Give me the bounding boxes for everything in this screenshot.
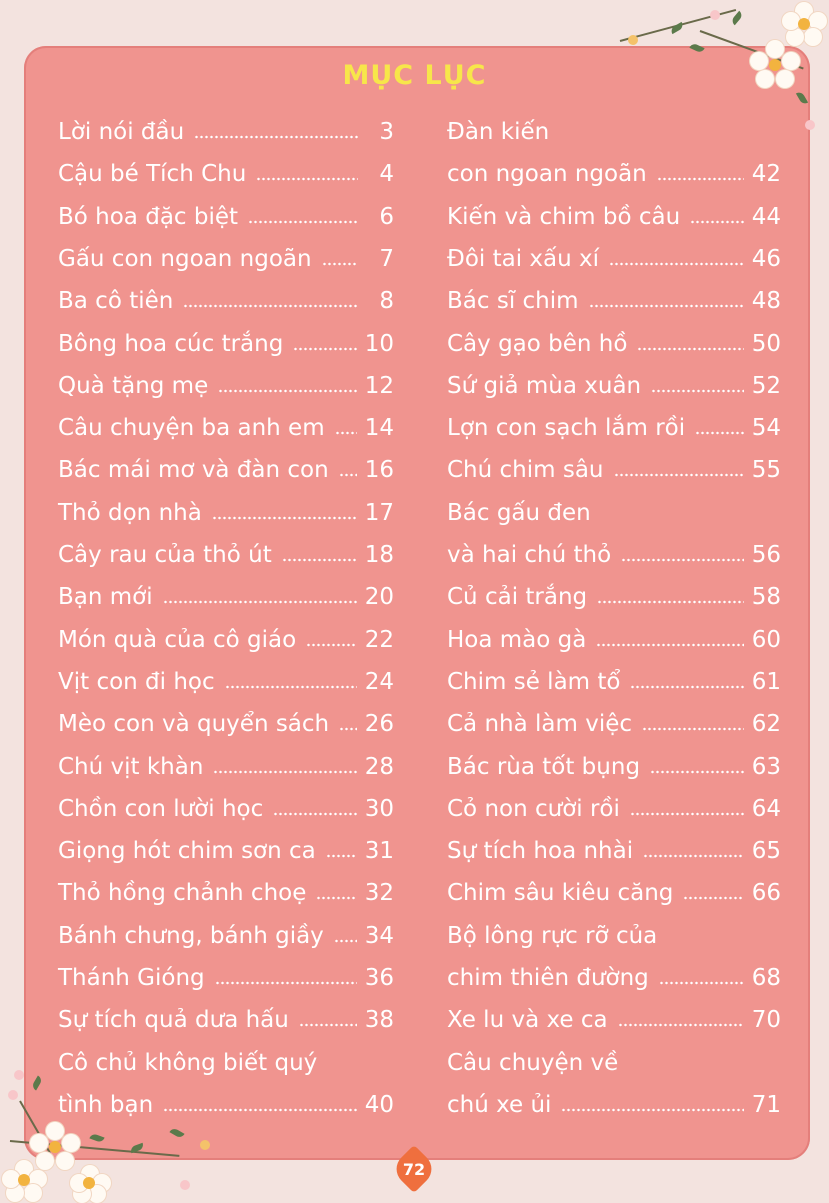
toc-entry-title: Lời nói đầu [58, 119, 185, 145]
toc-entry [447, 1048, 781, 1078]
toc-entry-page: 28 [364, 753, 394, 780]
toc-entry-title: Cậu bé Tích Chu [58, 161, 247, 188]
toc-entry-page: 34 [364, 922, 394, 949]
toc-entry-page: 18 [364, 542, 394, 568]
toc-entry-title: Sự tích hoa nhài [447, 838, 634, 865]
toc-entry-page: 60 [751, 626, 781, 653]
toc-entry [447, 667, 781, 697]
dot-leader [335, 430, 357, 436]
flower-icon [2, 1160, 46, 1200]
dot-leader [293, 346, 356, 352]
toc-entry-title: Kiến và chim bồ câu [447, 203, 681, 230]
toc-entry-title: chim thiên đường [447, 965, 649, 991]
toc-entry-title: Xe lu và xe ca [447, 1007, 608, 1034]
toc-entry [447, 244, 781, 274]
toc-entry-page: 14 [364, 415, 394, 442]
dot-leader [637, 346, 743, 352]
toc-entry-page: 46 [751, 245, 781, 272]
page-title: MỤC LỤC [342, 60, 487, 91]
toc-entry [58, 244, 394, 274]
toc-entry-title: Chú chim sâu [447, 457, 604, 484]
toc-entry [447, 202, 781, 232]
toc-entry-page: 71 [751, 1091, 781, 1118]
toc-entry-page: 16 [364, 457, 394, 484]
dot-leader [621, 557, 744, 563]
toc-entry-page: 66 [751, 880, 781, 907]
toc-entry-page: 70 [751, 1007, 781, 1034]
toc-entry-page: 44 [751, 203, 781, 230]
toc-entry-page: 42 [751, 161, 781, 188]
page-number: 72 [402, 1160, 426, 1179]
dot-leader [212, 515, 357, 521]
dot-leader [651, 388, 744, 394]
toc-entry [58, 117, 394, 147]
toc-entry-page: 50 [751, 330, 781, 357]
dot-leader [183, 303, 358, 309]
toc-entry-title: Sứ giả mùa xuân [447, 372, 642, 399]
toc-entry-page: 58 [751, 584, 781, 611]
toc-entry [447, 1090, 781, 1120]
toc-entry-page: 10 [364, 330, 394, 357]
toc-entry-title: Bánh chưng, bánh giầy [58, 922, 324, 949]
toc-entry [447, 625, 781, 655]
dot-leader [163, 599, 357, 605]
toc-entry-page: 36 [364, 965, 394, 991]
toc-entry-title: Cả nhà làm việc [447, 711, 633, 738]
toc-entry-title: Lợn con sạch lắm rồi [447, 415, 686, 442]
toc-entry [447, 159, 781, 189]
toc-entry [58, 1005, 394, 1035]
dot-leader [194, 134, 358, 140]
toc-entry [58, 540, 394, 570]
toc-entry-page: 32 [364, 880, 394, 907]
toc-entry-page: 6 [379, 203, 394, 230]
toc-entry [58, 794, 394, 824]
toc-entry [58, 963, 394, 993]
toc-entry [447, 963, 781, 993]
toc-entry-title: Thánh Gióng [58, 965, 205, 991]
toc-entry-title: Quà tặng mẹ [58, 372, 209, 399]
toc-entry-page: 40 [364, 1091, 394, 1118]
toc-entry-title: Chim sâu kiêu căng [447, 880, 674, 907]
dot-leader [326, 853, 357, 859]
dot-leader [618, 1022, 744, 1028]
toc-entry-page: 64 [751, 795, 781, 822]
toc-entry [58, 836, 394, 866]
toc-entry-page: 56 [751, 542, 781, 568]
dot-leader [306, 642, 357, 648]
dot-leader [561, 1107, 743, 1113]
toc-entry [58, 709, 394, 739]
dot-leader [690, 219, 744, 225]
dot-leader [614, 472, 744, 478]
toc-entry-title: Thỏ hồng chảnh choẹ [58, 880, 307, 907]
toc-entry [58, 159, 394, 189]
toc-entry [58, 752, 394, 782]
toc-entry-title: Cô chủ không biết quý [58, 1049, 318, 1076]
toc-entry-page: 8 [379, 288, 394, 315]
toc-entry [58, 329, 394, 359]
dot-leader [589, 303, 744, 309]
toc-entry-title: Giọng hót chim sơn ca [58, 838, 316, 865]
dot-leader [299, 1022, 357, 1028]
toc-entry [447, 794, 781, 824]
toc-entry-title: Cây rau của thỏ út [58, 542, 272, 568]
toc-entry [447, 709, 781, 739]
flower-icon [70, 1165, 110, 1200]
toc-entry-title: Sự tích quả dưa hấu [58, 1007, 289, 1034]
toc-entry-title: Chồn con lười học [58, 795, 264, 822]
toc-entry-page: 7 [379, 245, 394, 272]
toc-entry-title: chú xe ủi [447, 1091, 552, 1118]
flower-cluster-top-right [610, 0, 829, 140]
toc-entry-page: 22 [364, 626, 394, 653]
toc-entry [58, 498, 394, 528]
toc-entry-title: Gấu con ngoan ngoãn [58, 245, 312, 272]
toc-entry-title: Đàn kiến [447, 119, 550, 145]
toc-entry [58, 202, 394, 232]
toc-entry-page: 30 [364, 795, 394, 822]
toc-entry [447, 455, 781, 485]
toc-entry [58, 371, 394, 401]
toc-entry-title: tình bạn [58, 1091, 154, 1118]
toc-entry-page: 68 [751, 965, 781, 991]
toc-entry-page: 63 [751, 753, 781, 780]
toc-entry-page: 12 [364, 372, 394, 399]
toc-entry [447, 878, 781, 908]
toc-entry-page: 26 [364, 711, 394, 738]
toc-entry-title: Thỏ dọn nhà [58, 499, 202, 526]
toc-entry-title: Cỏ non cười rồi [447, 795, 620, 822]
toc-entry-title: Chim sẻ làm tổ [447, 668, 621, 695]
dot-leader [650, 769, 744, 775]
toc-entry-page: 54 [751, 415, 781, 442]
toc-entry-page: 62 [751, 711, 781, 738]
flower-icon [750, 40, 800, 90]
toc-entry [58, 921, 394, 951]
toc-entry-page: 20 [364, 584, 394, 611]
toc-entry-page: 17 [364, 499, 394, 526]
toc-entry-title: Bác gấu đen [447, 499, 591, 526]
toc-entry-title: Bó hoa đặc biệt [58, 203, 239, 230]
dot-leader [659, 980, 744, 986]
toc-entry [447, 582, 781, 612]
page-number-badge [395, 1150, 433, 1188]
dot-leader [334, 938, 357, 944]
dot-leader [316, 895, 356, 901]
toc-entry-title: Câu chuyện về [447, 1049, 619, 1076]
toc-entry [58, 455, 394, 485]
toc-entry-title: Bác mái mơ và đàn con [58, 457, 329, 484]
flower-cluster-bottom-left [0, 1060, 220, 1200]
toc-entry-title: Cây gạo bên hồ [447, 330, 628, 357]
toc-entry-page: 31 [364, 838, 394, 865]
dot-leader [643, 853, 744, 859]
toc-entry-title: Hoa mào gà [447, 626, 587, 653]
dot-leader [273, 811, 356, 817]
dot-leader [609, 261, 744, 267]
toc-entry [58, 625, 394, 655]
toc-entry [58, 667, 394, 697]
toc-entry [58, 878, 394, 908]
toc-entry-page: 4 [379, 161, 394, 188]
toc-entry-title: Củ cải trắng [447, 584, 588, 611]
toc-entry-page: 48 [751, 288, 781, 315]
toc-entry-title: Bông hoa cúc trắng [58, 330, 284, 357]
toc-entry-title: Bác sĩ chim [447, 288, 579, 315]
dot-leader [630, 684, 743, 690]
toc-entry [447, 413, 781, 443]
dot-leader [282, 557, 357, 563]
dot-leader [339, 472, 357, 478]
dot-leader [339, 726, 357, 732]
dot-leader [215, 980, 357, 986]
toc-entry-title: Ba cô tiên [58, 288, 174, 315]
toc-entry-title: Câu chuyện ba anh em [58, 415, 325, 442]
toc-entry [447, 498, 781, 528]
toc-entry [447, 921, 781, 951]
dot-leader [218, 388, 356, 394]
dot-leader [683, 895, 743, 901]
dot-leader [597, 599, 744, 605]
toc-entry-title: Vịt con đi học [58, 668, 215, 695]
toc-entry-title: Bạn mới [58, 584, 153, 611]
dot-leader [322, 261, 358, 267]
toc-entry [58, 286, 394, 316]
toc-entry [447, 836, 781, 866]
toc-entry-title: và hai chú thỏ [447, 542, 612, 568]
toc-entry-title: Bác rùa tốt bụng [447, 753, 641, 780]
dot-leader [596, 642, 743, 648]
toc-entry-title: Mèo con và quyển sách [58, 711, 330, 738]
toc-entry [58, 582, 394, 612]
dot-leader [695, 430, 744, 436]
toc-entry-page: 24 [364, 668, 394, 695]
toc-entry-title: Chú vịt khàn [58, 753, 204, 780]
toc-entry-page: 3 [379, 119, 394, 145]
dot-leader [248, 219, 358, 225]
toc-entry-title: Bộ lông rực rỡ của [447, 922, 658, 949]
toc-entry [447, 329, 781, 359]
dot-leader [657, 176, 744, 182]
toc-entry [447, 752, 781, 782]
toc-entry [447, 371, 781, 401]
toc-entry [447, 540, 781, 570]
toc-entry-page: 65 [751, 838, 781, 865]
toc-entry [447, 1005, 781, 1035]
dot-leader [630, 811, 744, 817]
toc-entry [58, 413, 394, 443]
toc-entry-title: con ngoan ngoãn [447, 161, 647, 188]
dot-leader [225, 684, 357, 690]
flower-icon [782, 2, 826, 46]
toc-entry-title: Đôi tai xấu xí [447, 245, 600, 272]
toc-entry-page: 61 [751, 668, 781, 695]
toc-entry-page: 55 [751, 457, 781, 484]
dot-leader [213, 769, 356, 775]
toc-entry-page: 38 [364, 1007, 394, 1034]
dot-leader [256, 176, 358, 182]
toc-entry [447, 286, 781, 316]
toc-entry-page: 52 [751, 372, 781, 399]
dot-leader [642, 726, 744, 732]
toc-entry-title: Món quà của cô giáo [58, 626, 297, 653]
